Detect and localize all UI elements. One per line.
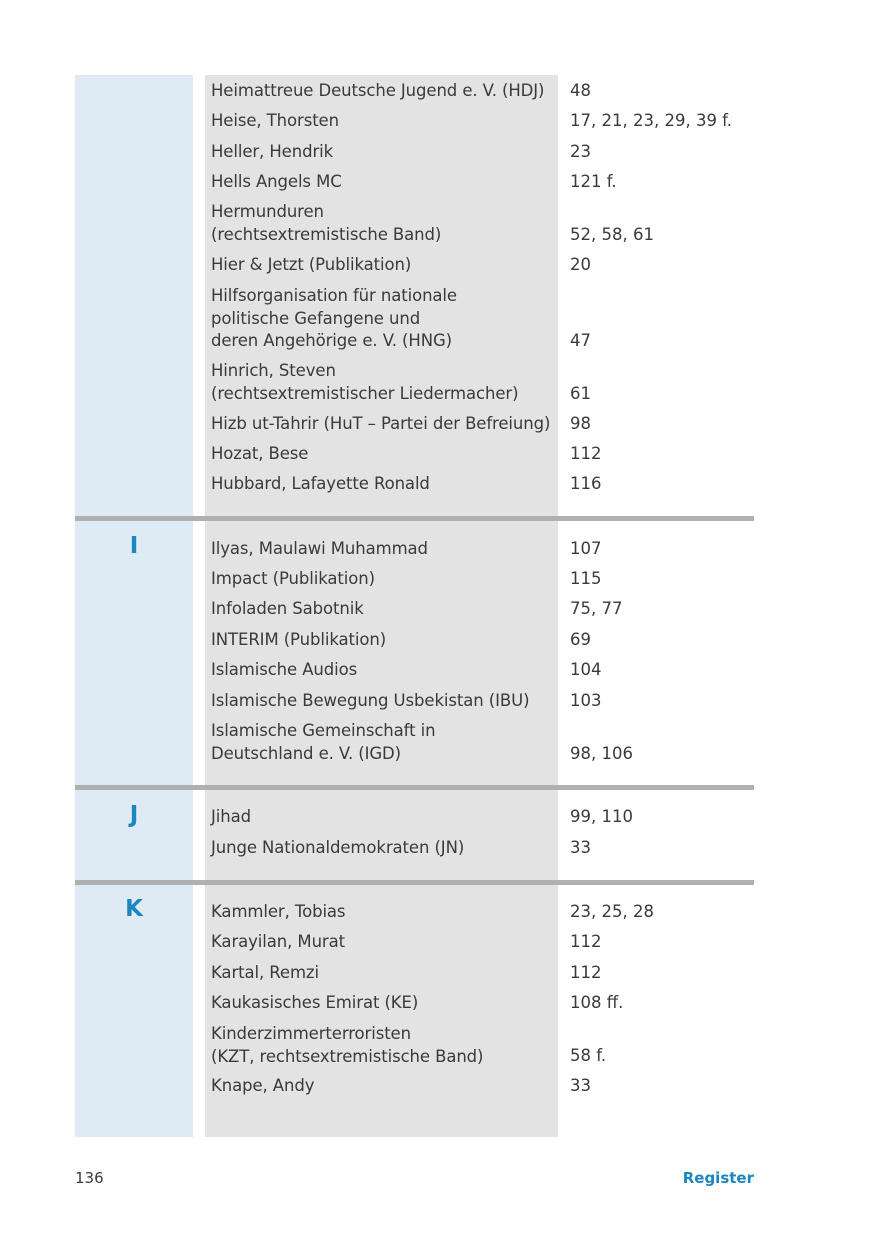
index-entry-pages: 116 [570,474,602,493]
index-entry-pages: 98, 106 [570,744,633,763]
index-entry-name: Kartal, Remzi [211,963,319,982]
section-divider-j [75,785,754,790]
section-letter-j: J [129,802,139,828]
letter-column [75,75,193,1137]
index-entry-name: Knape, Andy [211,1076,315,1095]
section-letter-k: K [125,896,143,922]
index-entry-name: Jihad [211,807,251,826]
index-entry-name: Hozat, Bese [211,444,309,463]
index-entry-pages: 75, 77 [570,599,623,618]
section-divider-k [75,880,754,885]
index-entry-pages: 20 [570,255,591,274]
index-entry-pages: 61 [570,384,591,403]
index-entry-name: Ilyas, Maulawi Muhammad [211,539,428,558]
index-entry-name: Islamische Audios [211,660,358,679]
index-entry-name: Kinderzimmerterroristen (KZT, rechtsextremistische Band) [211,1024,484,1066]
index-entry-pages: 112 [570,932,602,951]
section-divider-i [75,516,754,521]
index-entry-pages: 48 [570,81,591,100]
index-entry-name: Hells Angels MC [211,172,342,191]
index-entry-pages: 121 f. [570,172,617,191]
index-entry-pages: 103 [570,691,602,710]
index-entry-name: Hilfsorganisation für nationale politische Gefangene und deren Angehörige e. V. (HNG) [211,286,457,350]
index-entry-name: Junge Nationaldemokraten (JN) [211,838,465,857]
index-entry-name: Islamische Bewegung Usbekistan (IBU) [211,691,530,710]
index-entry-pages: 33 [570,838,591,857]
index-entry-name: Kammler, Tobias [211,902,346,921]
index-entry-name: Hubbard, Lafayette Ronald [211,474,430,493]
index-entry-pages: 107 [570,539,602,558]
index-entry-pages: 115 [570,569,602,588]
index-entry-name: Karayilan, Murat [211,932,345,951]
index-entry-pages: 17, 21, 23, 29, 39 f. [570,111,733,130]
index-entry-name: Islamische Gemeinschaft in Deutschland e. V. (IGD) [211,721,436,763]
index-entry-pages: 108 ff. [570,993,624,1012]
index-entry-name: Hermunduren (rechtsextremistische Band) [211,202,442,244]
index-entry-name: Infoladen Sabotnik [211,599,364,618]
index-entry-pages: 23 [570,142,591,161]
index-entry-pages: 69 [570,630,591,649]
index-entry-pages: 33 [570,1076,591,1095]
index-entry-name: Impact (Publikation) [211,569,375,588]
index-entry-name: Heimattreue Deutsche Jugend e. V. (HDJ) [211,81,545,100]
index-entry-pages: 98 [570,414,591,433]
index-entry-pages: 52, 58, 61 [570,225,654,244]
index-entry-name: Hier & Jetzt (Publikation) [211,255,412,274]
page-number: 136 [75,1169,104,1187]
index-entry-name: Heise, Thorsten [211,111,339,130]
index-entry-pages: 112 [570,963,602,982]
index-entry-pages: 99, 110 [570,807,633,826]
index-entry-pages: 104 [570,660,602,679]
index-entry-pages: 47 [570,331,591,350]
index-entry-pages: 58 f. [570,1046,607,1065]
index-entry-name: Hinrich, Steven (rechtsextremistischer Liedermacher) [211,361,519,403]
index-entry-name: Heller, Hendrik [211,142,334,161]
section-title: Register [682,1169,754,1187]
index-entry-name: Kaukasisches Emirat (KE) [211,993,419,1012]
index-entry-pages: 23, 25, 28 [570,902,654,921]
index-entry-name: INTERIM (Publikation) [211,630,387,649]
index-entry-name: Hizb ut-Tahrir (HuT – Partei der Befreiung) [211,414,551,433]
section-letter-i: I [129,533,139,559]
index-entry-pages: 112 [570,444,602,463]
